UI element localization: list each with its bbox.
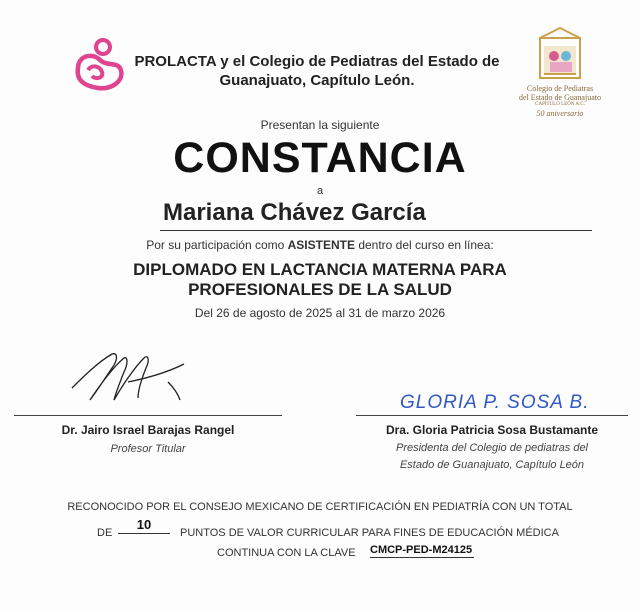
prolacta-logo	[70, 36, 128, 94]
clave-value: CMCP-PED-M24125	[370, 544, 473, 556]
participation-prefix: Por su participación como	[146, 238, 288, 252]
left-signer-name: Dr. Jairo Israel Barajas Rangel	[61, 423, 235, 437]
colegio-pediatras-logo	[510, 20, 610, 120]
presents-text: Presentan la siguiente	[260, 118, 380, 132]
left-signature-line	[14, 415, 282, 416]
organizers-line2: Guanajuato, Capítulo León.	[219, 72, 415, 89]
building-emblem-icon	[532, 24, 588, 80]
recognition-line2: PUNTOS DE VALOR CURRICULAR PARA FINES DE EDUCACIÓN MÉDICA	[180, 527, 559, 539]
right-signature: GLORIA P. SOSA B.	[400, 392, 590, 413]
recognition-line1: RECONOCIDO POR EL CONSEJO MEXICANO DE CERTIFICACIÓN EN PEDIATRÍA CON UN TOTAL	[67, 501, 573, 513]
right-signer-name: Dra. Gloria Patricia Sosa Bustamante	[385, 423, 599, 437]
connector-text: a	[316, 185, 324, 197]
organizers-text	[132, 52, 502, 90]
right-signer-role	[356, 440, 628, 474]
logo-name-line2: del Estado de Guanajuato	[519, 93, 601, 102]
recipient-name: Mariana Chávez García	[163, 199, 426, 226]
course-dates: Del 26 de agosto de 2025 al 31 de marzo 2026	[194, 306, 446, 320]
left-signer-role: Profesor Titular	[110, 443, 186, 455]
recipient-underline	[160, 230, 592, 231]
logo-anniversary: 50 aniversario	[536, 109, 584, 118]
participation-role: ASISTENTE	[287, 238, 355, 252]
points-value: 10	[118, 517, 170, 534]
logo-name-line3: CAPÍTULO LEÓN A.C.	[535, 102, 585, 107]
participation-text	[0, 238, 640, 252]
left-signature	[68, 348, 188, 410]
certificate-title: CONSTANCIA	[173, 134, 467, 182]
course-title	[0, 260, 640, 300]
right-signer-role-line1: Presidenta del Colegio de pediatras del	[395, 442, 589, 454]
logo-name-line1: Colegio de Pediatras	[526, 84, 594, 93]
recognition-de-label: DE	[97, 527, 113, 539]
participation-suffix: dentro del curso en línea:	[354, 238, 494, 252]
right-signature-line	[356, 415, 628, 416]
right-signer-role-line2: Estado de Guanajuato, Capítulo León	[399, 459, 585, 471]
recognition-line3: CONTINUA CON LA CLAVE	[217, 547, 356, 559]
course-title-line1: DIPLOMADO EN LACTANCIA MATERNA PARA	[133, 260, 507, 279]
course-title-line2: PROFESIONALES DE LA SALUD	[188, 280, 452, 299]
organizers-line1: PROLACTA y el Colegio de Pediatras del Estado de	[134, 53, 500, 70]
